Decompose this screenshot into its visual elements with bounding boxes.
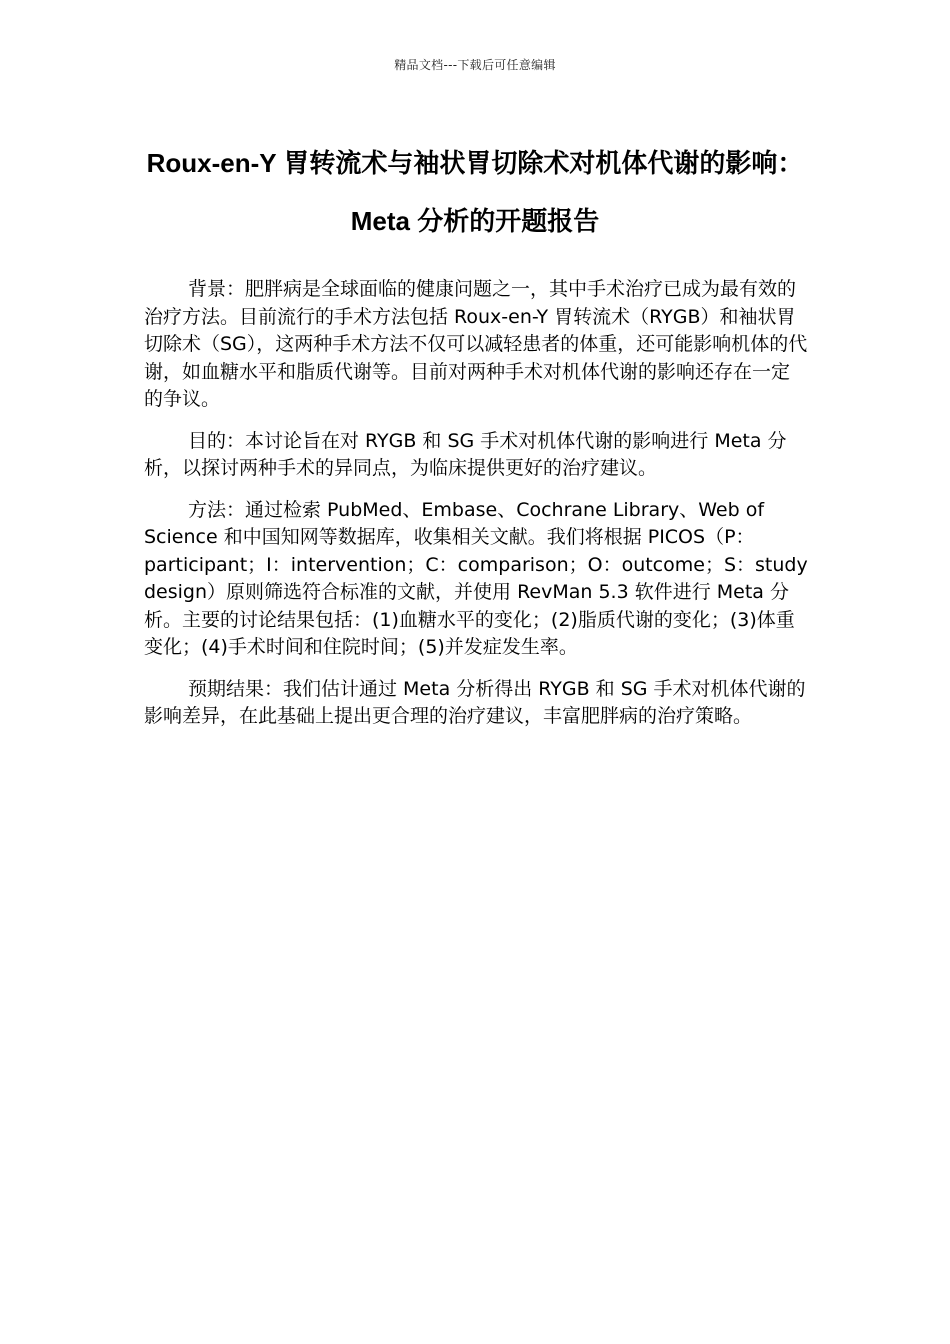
paragraph-methods: 方法：通过检索 PubMed、Embase、Cochrane Library、Web of Science 和中国知网等数据库，收集相关文献。我们将根据 PICOS（P：participant；I：intervention；C：comparison；O：outcome；S：study design）原则筛选符合标准的文献，并使用 RevMan 5.3 软件进行 Meta 分析。主要的讨论结果包括：(1)血糖水平的变化；(2)脂质代谢的变化；(3)体重变化；(4)手术时间和住院时间；(5)并发症发生率。 (144, 498, 808, 658)
paragraph-objective: 目的：本讨论旨在对 RYGB 和 SG 手术对机体代谢的影响进行 Meta 分析，以探讨两种手术的异同点，为临床提供更好的治疗建议。 (144, 429, 787, 479)
paragraph-expected-results: 预期结果：我们估计通过 Meta 分析得出 RYGB 和 SG 手术对机体代谢的影响差异，在此基础上提出更合理的治疗建议，丰富肥胖病的治疗策略。 (144, 677, 806, 727)
document-title: Roux-en-Y 胃转流术与袖状胃切除术对机体代谢的影响：Meta 分析的开题报告 (146, 148, 804, 236)
header-note: 精品文档---下载后可任意编辑 (394, 58, 556, 72)
document-body (144, 276, 808, 745)
paragraph-background: 背景：肥胖病是全球面临的健康问题之一，其中手术治疗已成为最有效的治疗方法。目前流行的手术方法包括 Roux-en-Y 胃转流术（RYGB）和袖状胃切除术（SG），这两种手术方法不仅可以减轻患者的体重，还可能影响机体的代谢，如血糖水平和脂质代谢等。目前对两种手术对机体代谢的影响还存在一定的争议。 (144, 278, 808, 410)
